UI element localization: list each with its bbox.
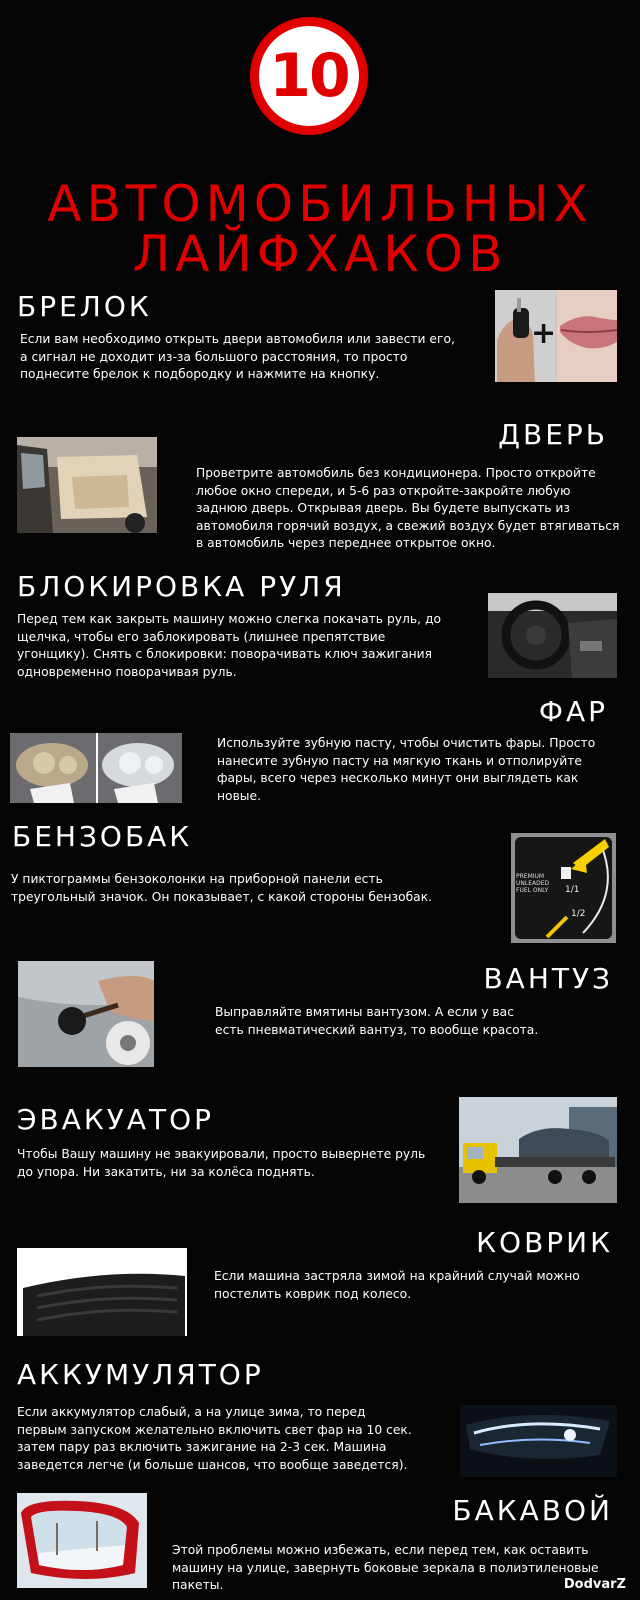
gauge-mark-full: 1/1: [565, 885, 580, 895]
heading-kovrik: КОВРИК: [476, 1226, 613, 1259]
image-key-fob-chin: [495, 290, 617, 382]
text-dver: Проветрите автомобиль без кондиционера. Просто откройте любое окно спереди, и 5-6 раз откройте-закройте любую заднюю дверь. Открывая дверь. Вы будете выпускать из автомобиля горячий воздух, а свежий воздух будет втягиваться в автомобиль через переднее открытое окно.: [196, 466, 620, 550]
text-evakuator: Чтобы Вашу машину не эвакуировали, просто вывернете руль до упора. Ни закатить, ни за колёса поднять.: [17, 1147, 426, 1179]
text-brelok: Если вам необходимо открыть двери автомобиля или завести его, а сигнал не доходит из-за большого расстояния, то просто поднесите брелок к подбородку и нажмите на кнопку.: [20, 332, 455, 381]
text-vantuz: Выправляйте вмятины вантузом. А если у вас есть пневматический вантуз, то вообще красота.: [215, 1005, 539, 1037]
brand-signature: DodvarZ: [563, 1577, 626, 1592]
title-line-1: АВТОМОБИЛЬНЫХ: [47, 175, 593, 233]
image-tow-truck: [459, 1097, 617, 1203]
gauge-label-premium: PREMIUM: [516, 873, 545, 880]
text-far: Используйте зубную пасту, чтобы очистить фары. Просто нанесите зубную пасту на мягкую ткань и отполируйте фары, всего через несколько минут они выглядеть как новые.: [217, 736, 596, 803]
image-car-mat: [17, 1248, 187, 1336]
gauge-label-unleaded: UNLEADED: [516, 880, 550, 887]
image-plunger-dent: [18, 961, 154, 1067]
image-steering-wheel: [488, 593, 617, 678]
heading-evakuator: ЭВАКУАТОР: [17, 1103, 215, 1136]
text-benzobak: У пиктограммы бензоколонки на приборной панели есть треугольный значок. Он показывает, с какой стороны бензобак.: [11, 872, 433, 904]
gauge-mark-half: 1/2: [571, 909, 586, 919]
text-kovrik: Если машина застряла зимой на крайний случай можно постелить коврик под колесо.: [214, 1269, 580, 1301]
image-side-mirror: [17, 1493, 147, 1588]
image-fuel-gauge: [511, 833, 616, 943]
plus-sign: +: [531, 316, 557, 351]
image-open-car-door: [17, 437, 157, 533]
badge-number: 10: [269, 41, 349, 111]
heading-benzobak: БЕНЗОБАК: [12, 820, 193, 853]
gauge-label-fuel-only: FUEL ONLY: [516, 887, 549, 894]
heading-far: ФАР: [538, 695, 608, 728]
heading-vantuz: ВАНТУЗ: [483, 962, 613, 995]
heading-dver: ДВЕРЬ: [498, 418, 608, 451]
heading-brelok: БРЕЛОК: [17, 290, 152, 323]
text-akkumulyator: Если аккумулятор слабый, а на улице зима, то перед первым запуском желательно включить свет фар на 10 сек. затем пару раз включить зажигание на 2-3 сек. Машина заведется легче (и больше шансов, что вообще заведется).: [17, 1405, 412, 1472]
number-badge: [250, 17, 368, 135]
image-headlights: [10, 733, 182, 803]
text-bakavoy: Этой проблемы можно избежать, если перед тем, как оставить машину на улице, завернуть боковые зеркала в полиэтиленовые пакеты.: [172, 1543, 599, 1592]
heading-blokirovka-rulya: БЛОКИРОВКА РУЛЯ: [17, 570, 346, 603]
heading-bakavoy: БАКАВОЙ: [452, 1494, 613, 1527]
title-line-2: ЛАЙФХАКОВ: [132, 225, 508, 283]
text-blokirovka-rulya: Перед тем как закрыть машину можно слегка покачать руль, до щелчка, чтобы его заблокировать (лишнее препятствие угонщику). Снять с блокировки: поворачивать ключ зажигания одновременно поворачивая руль.: [17, 612, 441, 679]
heading-akkumulyator: АККУМУЛЯТОР: [17, 1358, 264, 1391]
image-headlight-night: [460, 1405, 617, 1477]
